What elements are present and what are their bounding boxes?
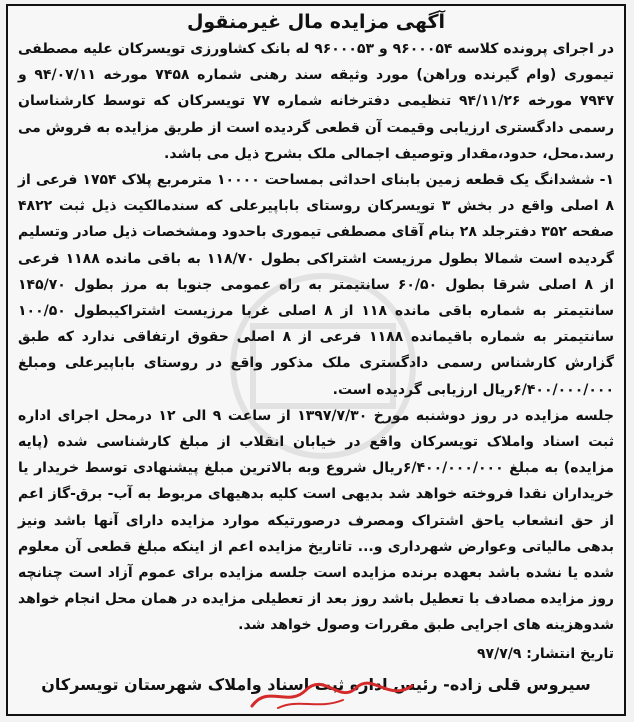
notice-title: آگهی مزایده مال غیرمنقول (186, 11, 446, 33)
auction-paragraph: جلسه مزایده در روز دوشنبه مورخ ۱۳۹۷/۷/۳۰ از ساعت ۹ الی ۱۲ درمحل اجرای اداره ثبت اسناد واملاک تویسرکان واقع در خیابان انقلاب از مبلغ کارشناسی شده (پایه مزایده) به مبلغ ۶/۴۰۰/۰۰۰/۰۰۰ریال شروع وبه بالاترین مبلغ پیشنهادی توسط خریدار یا خریداران نقدا فروخته خواهد شد بدیهی است کلیه بدهیهای مربوط به آب- برق-گاز اعم از حق انشعاب یاحق اشتراک ومصرف درصورتیکه موارد مزایده دارای آنها باشد ونیز بدهی مالیاتی وعوارض شهرداری و... تاتاریخ مزایده اعم از اینکه مبلغ قطعی آن معلوم شده یا نشده باشد بعهده برنده مزایده است جلسه مزایده برای عموم آزاد است چنانچه روز مزایده مصادف با تعطیل باشد روز بعد از تعطیلی مزایده در همان محل انجام خواهد شدوهزینه های اجرایی طبق مقررات وصول خواهد شد. (18, 407, 614, 634)
notice-body (8, 36, 624, 639)
handwritten-signature (248, 678, 418, 712)
notice-frame (6, 4, 626, 716)
property-paragraph: ۱- ششدانگ یک قطعه زمین بابنای احداثی بمساحت ۱۰۰۰۰ مترمربع پلاک ۱۷۵۴ فرعی از ۸ اصلی واقع در بخش ۳ تویسرکان روستای باباپیرعلی که سندمالکیت ذیل ثبت ۴۸۲۲ صفحه ۳۵۲ دفترجلد ۲۸ بنام آقای مصطفی تیموری باحدود ومشخصات ذیل صادر وتسلیم گردیده است شمالا بطول مرزیست اشتراکی بطول ۱۱۸/۷۰ به باقی مانده ۱۱۸۸ فرعی از ۸ اصلی شرقا بطول ۶۰/۵۰ سانتیمتر به راه عمومی جنوبا به مرز بطول ۱۴۵/۷۰ سانتیمتر به شماره باقی مانده ۱۱۸ از ۸ اصلی غربا مرزیست اشتراکیبطول ۱۰۰/۵۰ سانتیمتر به شماره باقیمانده ۱۱۸۸ فرعی از ۸ اصلی حقوق ارتفاقی ندارد که طبق گزارش کارشناس رسمی دادگستری ملک مذکور واقع در روستای باباپیرعلی ومبلغ ۶/۴۰۰/۰۰۰/۰۰۰ریال ارزیابی گردیده است. (18, 172, 615, 398)
intro-paragraph: در اجرای پرونده کلاسه ۹۶۰۰۰۵۴ و ۹۶۰۰۰۵۳ له بانک کشاورزی تویسرکان علیه مصطفی تیموری (وام گیرنده وراهن) مورد وثیقه سند رهنی شماره ۷۴۵۸ مورخه ۹۴/۰۷/۱۱ و ۷۹۴۷ مورخه ۹۴/۱۱/۲۶ تنظیمی دفترخانه شماره ۷۷ تویسرکان که توسط کارشناسان رسمی دادگستری ارزیابی وقیمت آن قطعی گردیده است از طریق مزایده به فروش می رسد.محل، حدود،مقدار وتوصیف اجمالی ملک بشرح ذیل می باشد. (18, 41, 615, 162)
publish-date: تاریخ انتشار: ۹۷/۷/۹ (476, 645, 614, 662)
signature-line: سیروس قلی زاده- رئیس اداره ثبت اسناد واملاک شهرستان تویسرکان (41, 674, 591, 694)
